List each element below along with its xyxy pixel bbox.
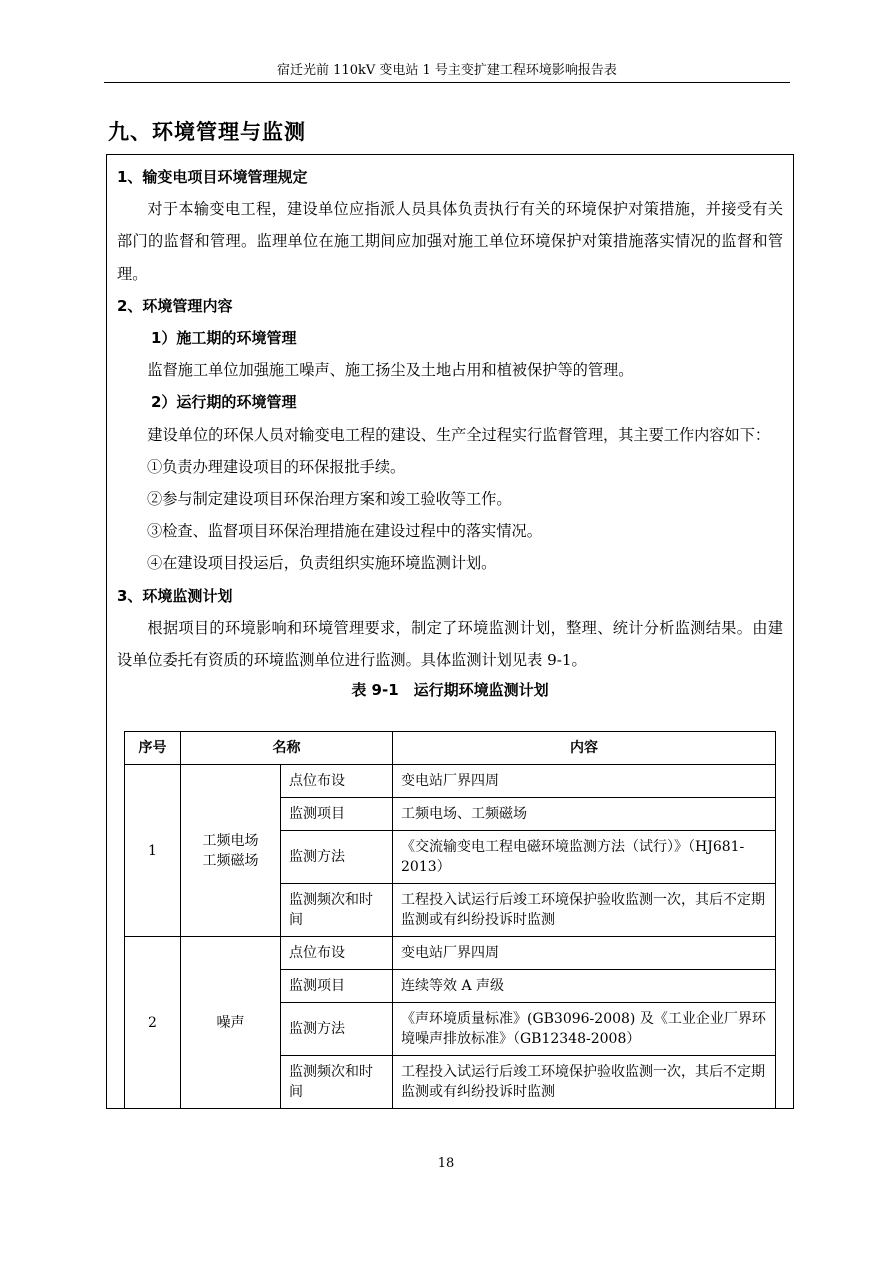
- operation-phase-text: 建设单位的环保人员对输变电工程的建设、生产全过程实行监督管理，其主要工作内容如下：: [147, 425, 771, 444]
- group-name: 噪声: [181, 937, 281, 1109]
- item-cell: 监测频次和时间: [281, 1056, 393, 1109]
- content-cell: 《交流输变电工程电磁环境监测方法（试行）》（HJ681-2013）: [393, 831, 776, 884]
- header-rule: [104, 82, 790, 83]
- content-cell: 《声环境质量标准》(GB3096-2008) 及《工业企业厂界环境噪声排放标准》（GB12348-2008）: [393, 1003, 776, 1056]
- operation-phase-heading: 2）运行期的环境管理: [151, 393, 297, 412]
- monitoring-plan-table: [124, 731, 776, 1109]
- duty-item: ①负责办理建设项目的环保报批手续。: [147, 457, 406, 476]
- content-cell: 工程投入试运行后竣工环境保护验收监测一次，其后不定期监测或有纠纷投诉时监测: [393, 884, 776, 937]
- table-caption: 表 9-1 运行期环境监测计划: [351, 681, 549, 700]
- section-3-heading: 3、环境监测计划: [117, 586, 233, 605]
- content-cell: 变电站厂界四周: [393, 765, 776, 798]
- construction-phase-text: 监督施工单位加强施工噪声、施工扬尘及土地占用和植被保护等的管理。: [147, 361, 634, 380]
- item-cell: 监测方法: [281, 831, 393, 884]
- section-2-heading: 2、环境管理内容: [117, 296, 233, 315]
- header-cell-content: 内容: [393, 732, 776, 765]
- item-cell: 监测频次和时间: [281, 884, 393, 937]
- group-name-line: 工频电场: [202, 832, 259, 849]
- table-header-row: [125, 732, 776, 765]
- header-cell-name: 名称: [181, 732, 393, 765]
- group-name-line: 工频磁场: [202, 852, 259, 869]
- page-number: 18: [437, 1156, 455, 1171]
- group-number: 2: [125, 937, 181, 1109]
- section-3-paragraph: 根据项目的环境影响和环境管理要求，制定了环境监测计划，整理、统计分析监测结果。由建设单位委托有资质的环境监测单位进行监测。具体监测计划见表 9-1。: [117, 618, 783, 670]
- section-title: 九、环境管理与监测: [108, 120, 306, 144]
- item-cell: 点位布设: [281, 937, 393, 970]
- table-row: [125, 937, 776, 970]
- table-row: [125, 765, 776, 798]
- group-name: [181, 765, 281, 937]
- group-number: 1: [125, 765, 181, 937]
- duty-item: ④在建设项目投运后，负责组织实施环境监测计划。: [147, 554, 497, 573]
- item-cell: 监测方法: [281, 1003, 393, 1056]
- content-cell: 工程投入试运行后竣工环境保护验收监测一次，其后不定期监测或有纠纷投诉时监测: [393, 1056, 776, 1109]
- content-cell: 工频电场、工频磁场: [393, 798, 776, 831]
- running-header: 宿迁光前 110kV 变电站 1 号主变扩建工程环境影响报告表: [277, 63, 617, 78]
- item-cell: 监测项目: [281, 798, 393, 831]
- construction-phase-heading: 1）施工期的环境管理: [151, 329, 297, 348]
- duty-item: ③检查、监督项目环保治理措施在建设过程中的落实情况。: [147, 522, 542, 541]
- frame-content: [117, 161, 783, 700]
- item-cell: 点位布设: [281, 765, 393, 798]
- section-1-heading: 1、输变电项目环境管理规定: [117, 168, 308, 186]
- content-cell: 连续等效 A 声级: [393, 970, 776, 1003]
- header-cell-no: 序号: [125, 732, 181, 765]
- content-cell: 变电站厂界四周: [393, 937, 776, 970]
- duty-item: ②参与制定建设项目环保治理方案和竣工验收等工作。: [147, 490, 512, 509]
- section-1-paragraph: 对于本输变电工程，建设单位应指派人员具体负责执行有关的环境保护对策措施，并接受有关部门的监督和管理。监理单位在施工期间应加强对施工单位环境保护对策措施落实情况的监督和管理。: [117, 200, 783, 283]
- item-cell: 监测项目: [281, 970, 393, 1003]
